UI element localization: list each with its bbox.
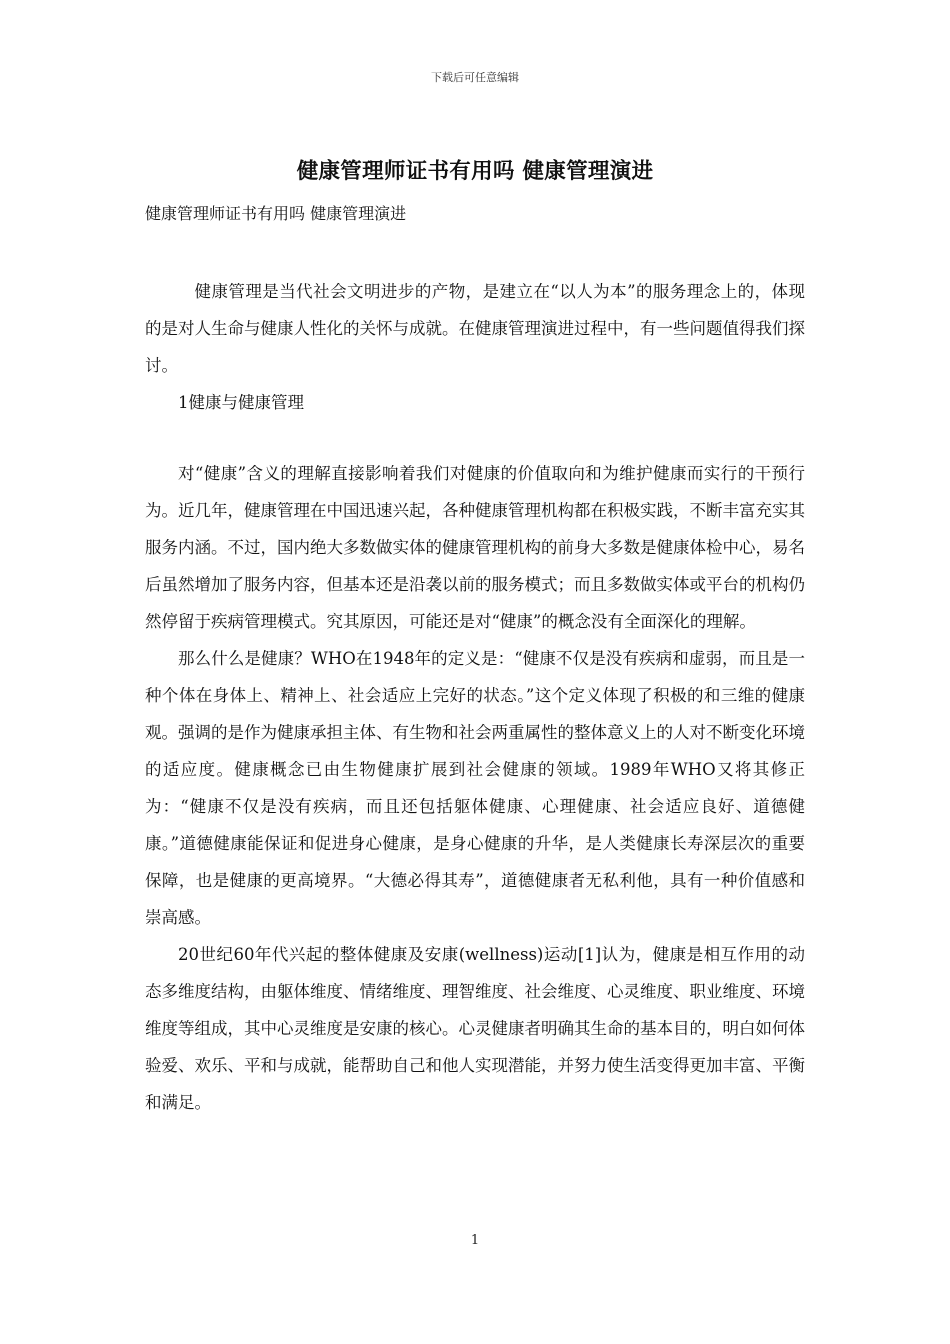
paragraph-who-definition: 那么什么是健康？WHO在1948年的定义是：“健康不仅是没有疾病和虚弱，而且是一种个体在身体上、精神上、社会适应上完好的状态。”这个定义体现了积极的和三维的健康观。强调的是作为健康承担主体、有生物和社会两重属性的整体意义上的人对不断变化环境的适应度。健康概念已由生物健康扩展到社会健康的领域。1989年WHO又将其修正为：“健康不仅是没有疾病，而且还包括躯体健康、心理健康、社会适应良好、道德健康。”道德健康能保证和促进身心健康，是身心健康的升华，是人类健康长寿深层次的重要保障，也是健康的更高境界。“大德必得其寿”，道德健康者无私利他，具有一种价值感和崇高感。 <box>145 649 805 927</box>
paragraph-intro: 健康管理是当代社会文明进步的产物，是建立在“以人为本”的服务理念上的，体现的是对人生命与健康人性化的关怀与成就。在健康管理演进过程中，有一些问题值得我们探讨。 <box>145 282 805 375</box>
section-heading: 1健康与健康管理 <box>178 393 304 412</box>
document-title: 健康管理师证书有用吗 健康管理演进 <box>296 159 654 184</box>
paragraph-wellness: 20世纪60年代兴起的整体健康及安康(wellness)运动[1]认为，健康是相互作用的动态多维度结构，由躯体维度、情绪维度、理智维度、社会维度、心灵维度、职业维度、环境维度等组成，其中心灵维度是安康的核心。心灵健康者明确其生命的基本目的，明白如何体验爱、欢乐、平和与成就，能帮助自己和他人实现潜能，并努力使生活变得更加丰富、平衡和满足。 <box>145 945 805 1112</box>
header-note: 下载后可任意编辑 <box>431 71 519 84</box>
paragraph-health-meaning: 对“健康”含义的理解直接影响着我们对健康的价值取向和为维护健康而实行的干预行为。近几年，健康管理在中国迅速兴起，各种健康管理机构都在积极实践，不断丰富充实其服务内涵。不过，国内绝大多数做实体的健康管理机构的前身大多数是健康体检中心，易名后虽然增加了服务内容，但基本还是沿袭以前的服务模式；而且多数做实体或平台的机构仍然停留于疾病管理模式。究其原因，可能还是对“健康”的概念没有全面深化的理解。 <box>145 464 805 631</box>
document-body <box>145 203 805 1121</box>
page-number: 1 <box>470 1233 480 1248</box>
document-subtitle: 健康管理师证书有用吗 健康管理演进 <box>145 204 407 223</box>
